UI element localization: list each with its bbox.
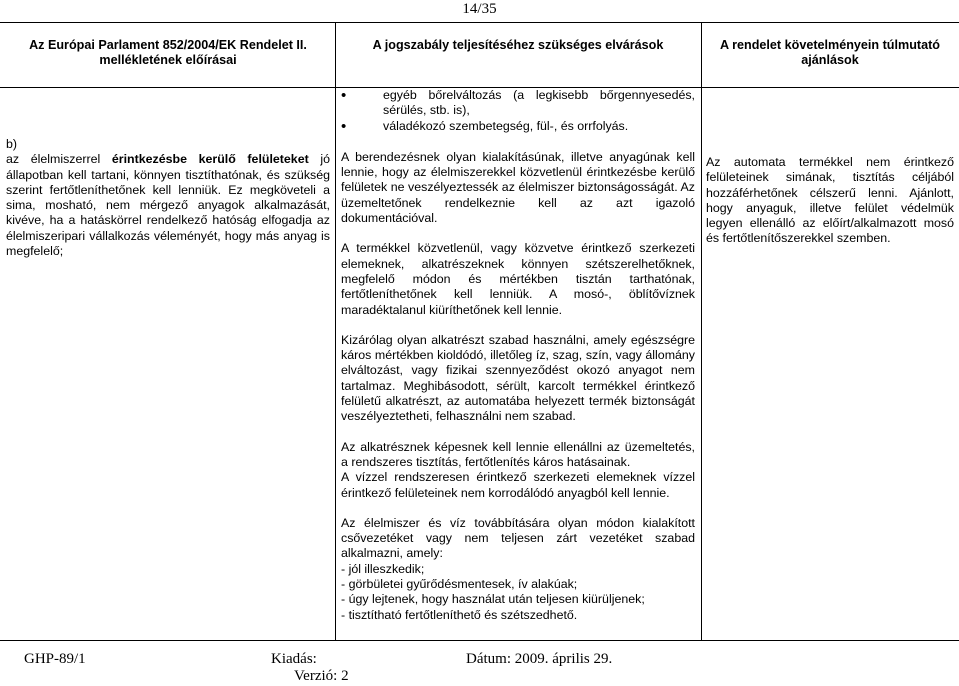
column-divider-1 bbox=[335, 22, 336, 640]
col3-text: Az automata termékkel nem érintkező felületeinek simának, tisztítás céljából hozzáférhetőnek célszerű lenni. Ajánlott, hogy anyaguk, illetve felület védelmük legyen ellenálló az előírt/alkalmazott mosó és fertőtlenítőszerekkel szemben. bbox=[706, 155, 954, 246]
col1-bold-text: érintkezésbe kerülő felületeket bbox=[111, 152, 309, 167]
header-col3: A rendelet követelményein túlmutató ajánlások bbox=[720, 38, 940, 67]
col3-content bbox=[706, 155, 954, 247]
col2-paragraph-1: A berendezésnek olyan kialakításúnak, illetve anyagúnak kell lennie, hogy az élelmiszerekkel közvetlenül érintkezésbe kerülő felületek ne veszélyeztessék az élelmiszer biztonságosságát. Az üzemeltetőnek rendelkeznie kell az azt igazoló dokumentációval. bbox=[341, 149, 695, 226]
list-item: - úgy lejtenek, hogy használat után teljesen kiürüljenek; bbox=[341, 592, 645, 607]
column-divider-2 bbox=[701, 22, 702, 640]
page-number: 14/35 bbox=[462, 1, 497, 17]
list-item: - görbületei gyűrődésmentesek, ív alakúak; bbox=[341, 577, 578, 592]
col2-bullet-list bbox=[341, 88, 695, 134]
footer-datum: Dátum: 2009. április 29. bbox=[466, 651, 613, 667]
col2-paragraph-3: Kizárólag olyan alkatrészt szabad használni, amely egészségre káros mértékben kioldódó, illetőleg íz, szag, szín, vagy állomány elváltozást, vagy fizikai szennyeződést okozó anyagot nem tartalmaz. Meghibásodott, sérült, karcolt termékkel érintkező felületű alkatrészt, az automatába helyezett termék biztonságát veszélyeztetheti, felhasználni nem szabad. bbox=[341, 332, 695, 424]
col2-paragraph-4b: A vízzel rendszeresen érintkező szerkezeti elemeknek vízzel érintkező felületeinek nem korrodálódó anyagból kell lennie. bbox=[341, 470, 695, 500]
list-item: - jól illeszkedik; bbox=[341, 561, 425, 576]
footer-verzio: Verzió: 2 bbox=[294, 668, 349, 684]
footer-doc-id: GHP-89/1 bbox=[24, 651, 86, 667]
list-item: • egyéb bőrelváltozás (a legkisebb bőrgennyesedés, sérülés, stb. is), bbox=[341, 88, 695, 119]
table-bottom-border bbox=[0, 640, 959, 641]
col1-label: b) bbox=[6, 137, 18, 151]
list-item: • váladékozó szembetegség, fül-, és orrfolyás. bbox=[341, 119, 695, 134]
col1-content bbox=[6, 137, 330, 259]
table-top-border bbox=[0, 22, 959, 23]
list-item: - tisztítható fertőtleníthető és szétszedhető. bbox=[341, 607, 578, 622]
col2-paragraph-5: Az élelmiszer és víz továbbítására olyan módon kialakított csővezetéket vagy nem teljesen zárt vezetéket szabad alkalmazni, amely: bbox=[341, 515, 695, 561]
header-col2: A jogszabály teljesítéséhez szükséges elvárások bbox=[372, 38, 664, 52]
col2-content bbox=[341, 88, 695, 623]
col1-text: az élelmiszerrel érintkezésbe kerülő felületeket jó állapotban kell tartani, könnyen tisztíthatónak, és szükség szerint fertőtleníthetőnek kell lenniük. Ez megköveteli a sima, mosható, nem mérgező anyagok alkalmazását, kivéve, ha a hatáskörrel rendelkező hatóság elfogadja az élelmiszeripari vállalkozás véleményét, hogy más anyag is megfelelő; bbox=[6, 152, 330, 259]
header-col1: Az Európai Parlament 852/2004/EK Rendelet II. mellékletének előírásai bbox=[29, 38, 307, 67]
col2-paragraph-2: A termékkel közvetlenül, vagy közvetve érintkező szerkezeti elemeknek, alkatrészeknek könnyen szétszerelhetőknek, megfelelő módon és mértékben tisztán tarthatónak, fertőtleníthetőnek kell lenniük. A mosó-, öblítővíznek maradéktalanul kiüríthetőnek kell lennie. bbox=[341, 241, 695, 317]
col2-paragraph-4a: Az alkatrésznek képesnek kell lennie ellenállni az üzemeltetés, a rendszeres tisztítás, fertőtlenítés káros hatásainak. bbox=[341, 439, 695, 469]
footer-kiadas: Kiadás: bbox=[271, 651, 317, 667]
